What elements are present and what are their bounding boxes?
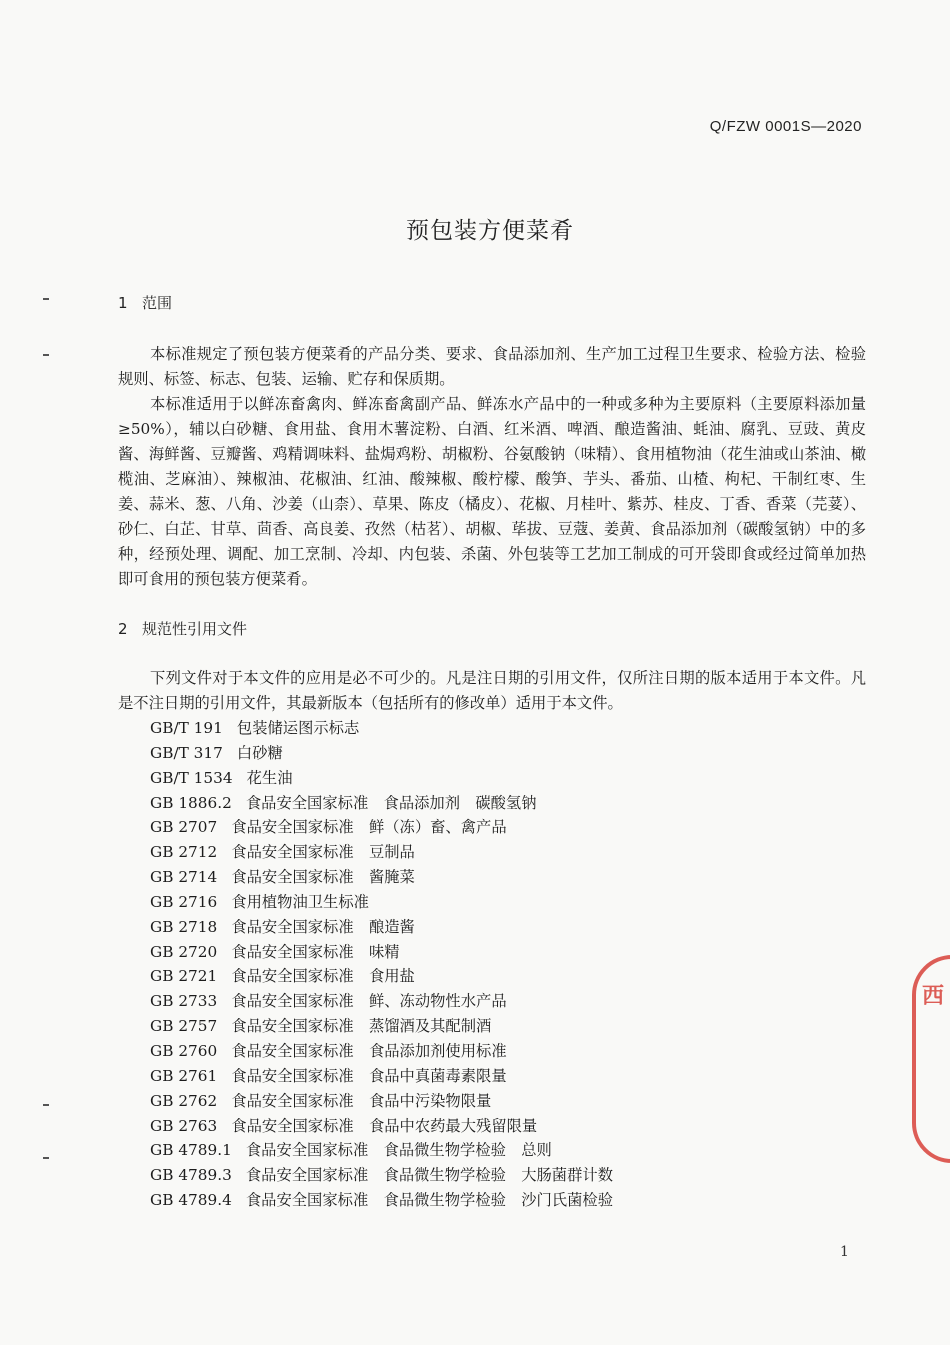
reference-title: 食品安全国家标准 食品中农药最大残留限量	[231, 1116, 538, 1135]
reference-item	[150, 989, 850, 1014]
document-title: 预包装方便菜肴	[406, 218, 574, 244]
reference-title: 白砂糖	[236, 743, 283, 762]
reference-title: 花生油	[246, 768, 293, 787]
binding-hole-mark	[43, 354, 49, 356]
reference-title: 食品安全国家标准 食品添加剂 碳酸氢钠	[245, 793, 537, 812]
reference-item	[150, 766, 850, 791]
reference-code: GB 2721	[150, 967, 218, 986]
company-seal-stamp	[912, 955, 950, 1163]
reference-code: GB 2718	[150, 917, 218, 936]
reference-title: 食品安全国家标准 食品添加剂使用标准	[231, 1041, 507, 1060]
reference-item	[150, 1163, 850, 1188]
reference-item	[150, 840, 850, 865]
binding-hole-mark	[43, 298, 49, 300]
reference-code: GB 4789.3	[150, 1166, 232, 1185]
reference-title: 食品安全国家标准 食品中污染物限量	[231, 1091, 492, 1110]
reference-code: GB/T 317	[150, 743, 223, 762]
reference-title: 食品安全国家标准 味精	[231, 942, 400, 961]
reference-title: 食品安全国家标准 食用盐	[231, 967, 415, 986]
section-number: 2	[118, 620, 128, 638]
reference-item	[150, 890, 850, 915]
reference-code: GB 2720	[150, 942, 218, 961]
reference-title: 食品安全国家标准 鲜（冻）畜、禽产品	[231, 818, 507, 837]
reference-item	[150, 1014, 850, 1039]
reference-title: 食品安全国家标准 食品微生物学检验 总则	[245, 1141, 552, 1160]
reference-title: 食品安全国家标准 食品微生物学检验 大肠菌群计数	[245, 1166, 613, 1185]
section-title: 范围	[142, 294, 173, 312]
reference-item	[150, 1114, 850, 1139]
reference-title: 食品安全国家标准 鲜、冻动物性水产品	[231, 992, 507, 1011]
reference-title: 食品安全国家标准 蒸馏酒及其配制酒	[231, 1017, 492, 1036]
reference-code: GB 2757	[150, 1017, 218, 1036]
reference-code: GB 2763	[150, 1116, 218, 1135]
reference-item	[150, 1188, 850, 1213]
reference-item	[150, 1064, 850, 1089]
reference-code: GB 2707	[150, 818, 218, 837]
reference-title: 食品安全国家标准 豆制品	[231, 843, 415, 862]
reference-code: GB/T 191	[150, 719, 223, 737]
reference-code: GB 2716	[150, 892, 218, 911]
reference-code: GB 2714	[150, 868, 218, 887]
reference-item	[150, 791, 850, 816]
section-2-heading	[118, 618, 247, 639]
reference-code: GB 2760	[150, 1041, 218, 1060]
reference-item	[150, 815, 850, 840]
reference-code: GB 2761	[150, 1066, 218, 1085]
standard-code: Q/FZW 0001S—2020	[709, 118, 862, 135]
reference-title: 食品安全国家标准 酱腌菜	[231, 868, 415, 887]
reference-code: GB 4789.4	[150, 1191, 232, 1210]
section-1-heading	[118, 292, 172, 313]
reference-code: GB 1886.2	[150, 793, 232, 812]
section-1-paragraph-1: 本标准规定了预包装方便菜肴的产品分类、要求、食品添加剂、生产加工过程卫生要求、检验方法、检验规则、标签、标志、包装、运输、贮存和保质期。	[118, 345, 866, 388]
seal-character: 西	[922, 983, 945, 1009]
reference-title: 食品安全国家标准 食品中真菌毒素限量	[231, 1066, 507, 1085]
reference-title: 包装储运图示标志	[236, 719, 360, 737]
reference-item	[150, 1039, 850, 1064]
section-title: 规范性引用文件	[142, 620, 248, 638]
reference-item	[150, 865, 850, 890]
reference-item	[150, 915, 850, 940]
reference-code: GB 2712	[150, 843, 218, 862]
reference-code: GB 2733	[150, 992, 218, 1011]
reference-code: GB 2762	[150, 1091, 218, 1110]
reference-title: 食品安全国家标准 酿造酱	[231, 917, 415, 936]
reference-title: 食用植物油卫生标准	[231, 892, 369, 911]
reference-item	[150, 940, 850, 965]
normative-references-list	[150, 716, 850, 1213]
binding-hole-mark	[43, 1104, 49, 1106]
reference-item	[150, 716, 850, 741]
reference-code: GB 4789.1	[150, 1141, 232, 1160]
section-2-paragraph-1: 下列文件对于本文件的应用是必不可少的。凡是注日期的引用文件，仅所注日期的版本适用于本文件。凡是不注日期的引用文件，其最新版本（包括所有的修改单）适用于本文件。	[118, 669, 866, 712]
reference-item	[150, 964, 850, 989]
reference-title: 食品安全国家标准 食品微生物学检验 沙门氏菌检验	[245, 1191, 613, 1210]
reference-code: GB/T 1534	[150, 768, 233, 787]
page-number: 1	[840, 1244, 849, 1260]
section-1-paragraph-2: 本标准适用于以鲜冻畜禽肉、鲜冻畜禽副产品、鲜冻水产品中的一种或多种为主要原料（主要原料添加量≥50%），辅以白砂糖、食用盐、食用木薯淀粉、白酒、红米酒、啤酒、酿造酱油、蚝油、腐乳、豆豉、黄皮酱、海鲜酱、豆瓣酱、鸡精调味料、盐焗鸡粉、胡椒粉、谷氨酸钠（味精）、食用植物油（花生油或山茶油、橄榄油、芝麻油）、辣椒油、花椒油、红油、酸辣椒、酸柠檬、酸笋、芋头、番茄、山楂、枸杞、干制红枣、生姜、蒜米、葱、八角、沙姜（山柰）、草果、陈皮（橘皮）、花椒、月桂叶、紫苏、桂皮、丁香、香菜（芫荽）、砂仁、白芷、甘草、茴香、高良姜、孜然（枯茗）、胡椒、荜拔、豆蔻、姜黄、食品添加剂（碳酸氢钠）中的多种，经预处理、调配、加工烹制、冷却、内包装、杀菌、外包装等工艺加工制成的可开袋即食或经过简单加热即可食用的预包装方便菜肴。	[118, 395, 866, 588]
section-number: 1	[118, 294, 128, 312]
reference-item	[150, 1089, 850, 1114]
binding-hole-mark	[43, 1157, 49, 1159]
reference-item	[150, 741, 850, 766]
reference-item	[150, 1138, 850, 1163]
